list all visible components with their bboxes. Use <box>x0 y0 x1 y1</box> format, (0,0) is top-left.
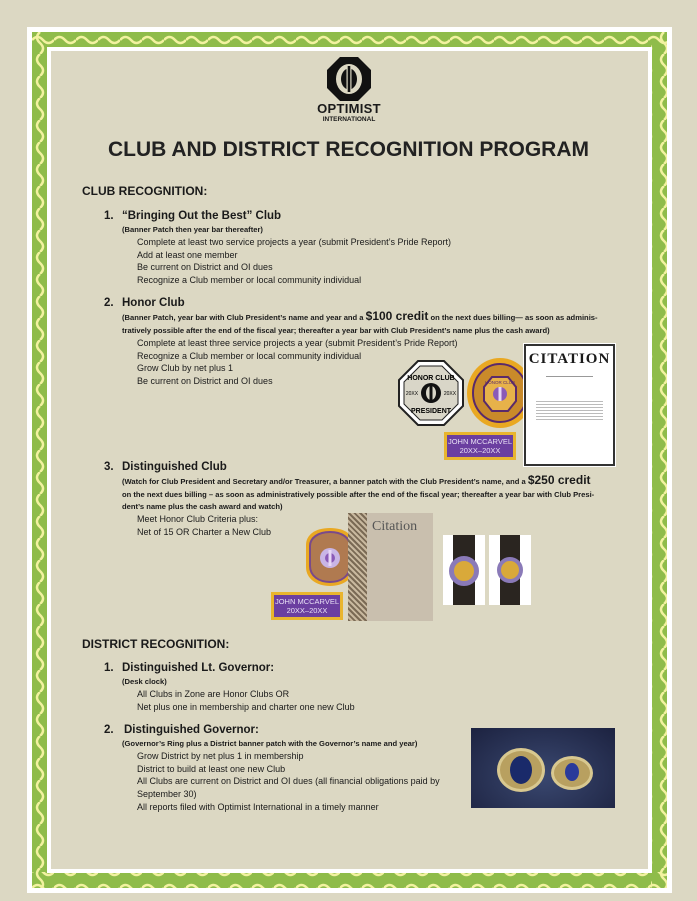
citation-heading: CITATION <box>528 351 611 367</box>
criteria-item: Net of 15 OR Charter a New Club <box>137 526 272 537</box>
item-title: Distinguished Lt. Governor: <box>122 662 275 674</box>
watch-image <box>443 535 485 605</box>
item-number: 2. <box>104 297 114 309</box>
credit-amount: $250 credit <box>527 473 591 487</box>
criteria-list <box>137 513 271 538</box>
criteria-item: Net plus one in membership and charter one new Club <box>137 701 355 712</box>
citation-certificate-image <box>524 344 615 466</box>
watch-image <box>489 535 531 605</box>
honor-club-president-patch-image <box>398 360 464 426</box>
criteria-item: All Clubs are current on District and OI dues (all financial obligations paid by <box>137 776 440 787</box>
citation-plaque-image <box>348 513 433 621</box>
criteria-item: Grow District by net plus 1 in membership <box>137 751 304 761</box>
patch-years-text: 20XX–20XX <box>286 606 328 615</box>
item-title: “Bringing Out the Best” Club <box>122 210 282 222</box>
note-text: (Banner Patch, year bar with Club President’s name and year and a <box>122 313 366 322</box>
citation-heading: Citation <box>372 519 418 534</box>
item-number: 2. <box>104 724 114 736</box>
note-text: tratively possible after the end of the fiscal year; thereafter a year bar with Club President’s name plus the cash award) <box>122 325 550 335</box>
patch-text: PRESIDENT <box>410 408 452 415</box>
item-title: Honor Club <box>122 297 185 309</box>
criteria-list <box>137 750 440 814</box>
item-title: Distinguished Club <box>122 461 227 473</box>
item-note <box>122 310 622 337</box>
criteria-item: Be current on District and OI dues <box>137 376 273 387</box>
criteria-item: District to build at least one new Club <box>137 763 286 774</box>
criteria-item: All reports filed with Optimist International in a timely manner <box>137 801 379 812</box>
page-title: CLUB AND DISTRICT RECOGNITION PROGRAM <box>107 138 590 161</box>
criteria-item: Add at least one member <box>137 249 238 260</box>
item-number: 1. <box>104 662 114 674</box>
patch-text: HONOR CLUB <box>407 375 455 382</box>
optimist-logo-icon <box>326 56 372 102</box>
patch-text: 20XX <box>443 391 457 397</box>
patch-name-text: JOHN MCCARVEL <box>274 597 340 606</box>
club-recognition-heading: CLUB RECOGNITION: <box>82 184 208 198</box>
item-note: (Governor’s Ring plus a District banner patch with the Governor’s name and year) <box>122 739 418 748</box>
item-note: (Banner Patch then year bar thereafter) <box>122 225 263 234</box>
criteria-list <box>137 688 355 713</box>
criteria-item: Complete at least three service projects a year (submit President’s Pride Report) <box>137 338 458 348</box>
patch-years-text: 20XX–20XX <box>459 446 501 455</box>
note-text: (Watch for Club President and Secretary and/or Treasurer, a banner patch with the Club President’s name, and a <box>122 477 528 486</box>
note-text: dent’s name plus the cash award and watch) <box>122 502 283 511</box>
criteria-item: Complete at least two service projects a year (submit President’s Pride Report) <box>137 237 451 247</box>
district-recognition-heading: DISTRICT RECOGNITION: <box>82 637 230 651</box>
credit-amount: $100 credit <box>365 309 429 323</box>
patch-text: HONOR CLUB <box>484 380 516 385</box>
item-number: 1. <box>104 210 114 222</box>
item-note: (Desk clock) <box>122 677 167 686</box>
logo-subtitle: INTERNATIONAL <box>322 116 376 123</box>
criteria-item: Grow Club by net plus 1 <box>137 363 234 374</box>
name-patch-image <box>271 592 343 620</box>
note-text: on the next dues billing – as soon as administratively possible after the end of the fiscal year; thereafter a year bar with Club Presi- <box>122 489 595 499</box>
note-text: on the next dues billing— as soon as adminis- <box>428 313 598 322</box>
criteria-item: Meet Honor Club Criteria plus: <box>137 514 259 524</box>
criteria-item: Be current on District and OI dues <box>137 262 273 273</box>
criteria-item: Recognize a Club member or local community individual <box>137 350 362 361</box>
name-patch-image <box>444 432 516 460</box>
item-title: Distinguished Governor: <box>124 724 259 736</box>
logo-wordmark: OPTIMIST <box>317 101 381 116</box>
criteria-item: All Clubs in Zone are Honor Clubs OR <box>137 689 290 699</box>
criteria-list <box>137 236 451 287</box>
criteria-item: September 30) <box>137 789 197 800</box>
criteria-item: Recognize a Club member or local community individual <box>137 275 362 286</box>
patch-text: 20XX <box>405 391 419 397</box>
item-number: 3. <box>104 461 114 473</box>
item-note <box>122 474 594 514</box>
governor-ring-image <box>471 728 615 808</box>
patch-name-text: JOHN MCCARVEL <box>447 437 513 446</box>
